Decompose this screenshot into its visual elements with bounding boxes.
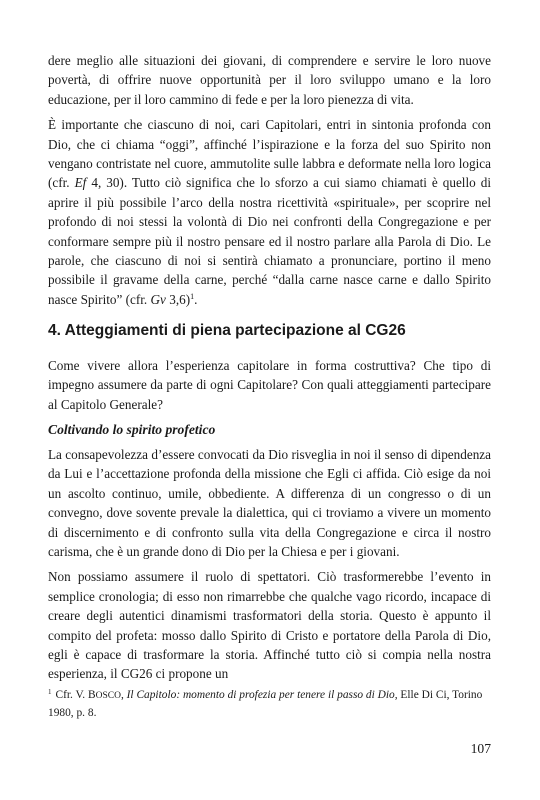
footnote-author: Cfr. V. B xyxy=(55,689,96,701)
paragraph-continuation: dere meglio alle situazioni dei giovani, di comprendere e servire le loro nuove povertà, di offrire nuove opportunità per il loro sviluppo umano e la loro educazione, per il loro cammino di fede e per la loro pienezza di vita. xyxy=(48,53,491,107)
scripture-reference: Gv xyxy=(150,291,166,307)
paragraph-consapevolezza: La consapevolezza d’essere convocati da Dio risveglia in noi il senso di dipendenza da Lui e l’accettazione profonda della missione che Egli ci affida. Ciò esige da noi un ascolto continuo, umile, obbediente. A differenza di un congresso o di un convegno, dove sovente prevale la dialettica, qui ci troviamo a vivere un momento di discernimento e di confronto sulla vita della Congregazione e circa il nostro carisma, che è un grande dono di Dio per la Chiesa e per i giovani. xyxy=(48,447,491,560)
footnote-mark: 1 xyxy=(48,688,52,696)
footnote-author-smallcaps: OSCO xyxy=(95,691,121,701)
paragraph-spettatori: Non possiamo assumere il ruolo di spettatori. Ciò trasformerebbe l’evento in semplice cronologia; di esso non rimarrebbe che qualche vago ricordo, incapace di creare degli autentici dinamismi trasformatori della storia. Questo è appunto il compito del profeta: mosso dallo Spirito di Cristo e portatore della Parola di Dio, egli è capace di trasformare la storia. Affinché tutto ciò si compia nella nostra esperienza, il CG26 ci propone un xyxy=(48,569,491,682)
subsection-heading: Coltivando lo spirito profetico xyxy=(48,422,216,437)
paragraph-text: . xyxy=(194,291,198,307)
page-number: 107 xyxy=(470,741,491,756)
scripture-reference: Ef xyxy=(74,175,87,191)
paragraph-capitolari xyxy=(48,115,491,309)
paragraph-text: 3,6) xyxy=(165,291,191,307)
paragraph-text: 4, 30). Tutto ciò significa che lo sforzo a cui siamo chiamati è quello di aprire il più possibile l’arco della nostra ricettività «spirituale», per scoprire nel profondo di noi stessi la volontà di Dio nei confronti della Congregazione e per conformare sempre più il nostro pensare ed il nostro parlare alla Parola di Dio. Le parole, che ciascuno di noi si sentirà chiamato a pronunciare, portino il meno possibile il gravame della carne, perché “dalla carne nasce carne e dallo Spirito nasce Spirito” (cfr. xyxy=(48,175,491,307)
footnote-publisher: , Elle Di Ci, Torino 1980, p. 8. xyxy=(48,689,483,719)
footnote-title: Il Capitolo: momento di profezia per tenere il passo di Dio xyxy=(126,689,395,701)
body-text-bottom xyxy=(48,445,491,690)
section-heading: 4. Atteggiamenti di piena partecipazione al CG26 xyxy=(48,322,406,339)
footnote-separator: , xyxy=(120,689,127,701)
body-text-top xyxy=(48,51,491,315)
section-intro: Come vivere allora l’esperienza capitolare in forma costruttiva? Che tipo di impegno assumere da parte di ogni Capitolare? Con quali atteggiamenti partecipare al Capitolo Generale? xyxy=(48,358,491,412)
footnote-reference: 1 xyxy=(190,291,195,301)
paragraph-text: È importante che ciascuno di noi, cari Capitolari, entri in sintonia profonda con Dio, che ci chiama “oggi”, affinché l’ispirazione e la forza del suo Spirito non vengano contristate nel cuore, ammutolite sulle labbra e deformate nella loro logica (cfr. xyxy=(48,117,491,191)
footnote xyxy=(48,684,491,722)
